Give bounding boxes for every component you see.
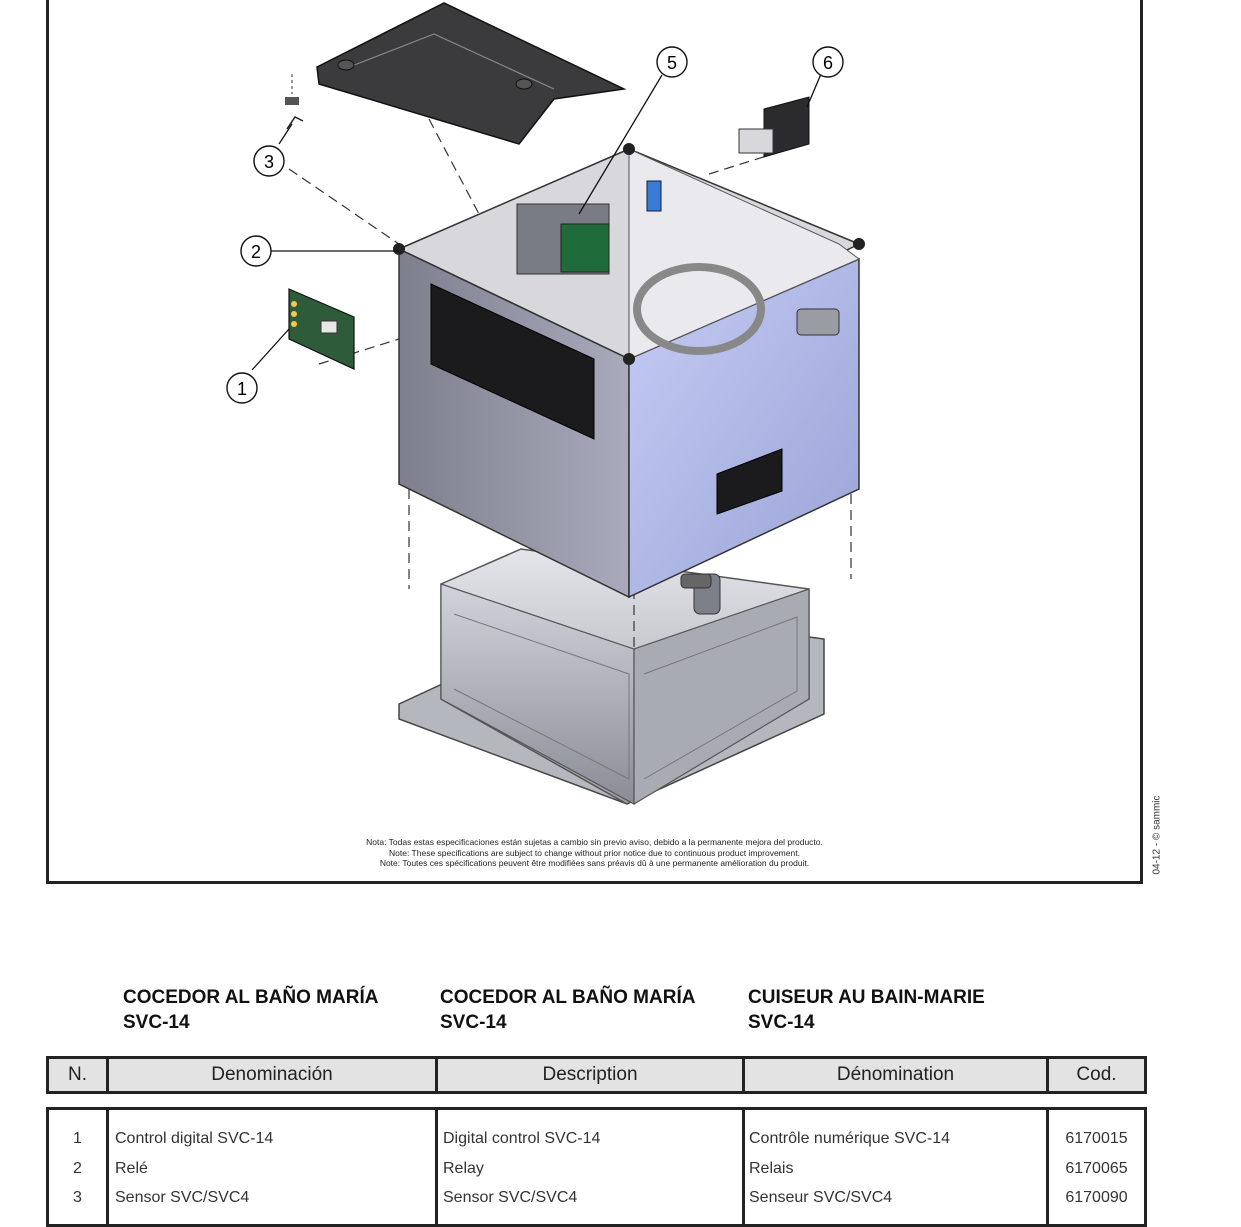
title-fr (748, 985, 985, 1035)
exploded-diagram-frame (46, 0, 1143, 884)
spec-note-es: Nota: Todas estas especificaciones están sujetas a cambio sin previo aviso, debido a la permanente mejora del producto. (366, 837, 823, 847)
callout-6 (813, 47, 843, 77)
header-code: Cod. (1076, 1064, 1117, 1085)
row-description: Digital control SVC-14 (443, 1130, 601, 1147)
row-number: 3 (73, 1189, 82, 1206)
callout-2-label: 2 (250, 242, 262, 262)
spec-note-fr: Note: Toutes ces spécifications peuvent être modifiées sans préavis dû à une permanente amélioration du produit. (379, 858, 810, 868)
callout-3-label: 3 (263, 152, 275, 172)
title-fr-name: CUISEUR AU BAIN-MARIE (748, 987, 985, 1008)
row-code: 6170065 (1065, 1160, 1128, 1177)
title-es-model: SVC-14 (123, 1012, 190, 1033)
row-number: 1 (73, 1130, 82, 1147)
table-row (49, 1184, 1144, 1212)
relay-unit-part (739, 97, 809, 157)
row-denomination: Senseur SVC/SVC4 (749, 1189, 893, 1206)
row-code: 6170015 (1065, 1130, 1128, 1147)
row-denomination: Relais (749, 1160, 794, 1177)
row-number: 2 (73, 1160, 82, 1177)
title-en-name: COCEDOR AL BAÑO MARÍA (440, 987, 696, 1008)
digital-control-board-part (289, 289, 354, 369)
parts-table-header (46, 1056, 1147, 1094)
lid-plate-part (317, 3, 624, 144)
title-fr-model: SVC-14 (748, 1012, 815, 1033)
callout-2 (241, 236, 271, 266)
header-denominacion: Denominación (211, 1064, 333, 1085)
callout-5 (657, 47, 687, 77)
row-description: Relay (443, 1160, 484, 1177)
callout-1 (227, 373, 257, 403)
title-en-model: SVC-14 (440, 1012, 507, 1033)
header-number: N. (68, 1064, 87, 1085)
header-description: Description (542, 1064, 638, 1085)
upper-tank-part (393, 143, 865, 597)
spec-note-en: Note: These specifications are subject to change without prior notice due to continuous product improvement. (389, 847, 800, 858)
callout-6-label: 6 (822, 53, 834, 73)
callout-3 (254, 146, 284, 176)
callout-5-label: 5 (666, 53, 678, 73)
row-denomination: Contrôle numérique SVC-14 (749, 1130, 950, 1147)
sensor-part (285, 74, 303, 129)
document-code (1150, 780, 1164, 890)
row-code: 6170090 (1065, 1189, 1128, 1206)
parts-table-body (46, 1107, 1147, 1227)
row-denominacion: Relé (115, 1160, 148, 1177)
exploded-view-drawing (49, 0, 1143, 829)
table-row (49, 1125, 1144, 1153)
title-en (440, 985, 695, 1035)
title-es-name: COCEDOR AL BAÑO MARÍA (123, 987, 379, 1008)
row-description: Sensor SVC/SVC4 (443, 1189, 578, 1206)
title-es (123, 985, 378, 1035)
row-denominacion: Sensor SVC/SVC4 (115, 1189, 250, 1206)
document-code-text: 04-12 - © sammic (1151, 795, 1163, 875)
callout-1-label: 1 (236, 379, 248, 399)
spec-notes (49, 837, 1140, 869)
row-denominacion: Control digital SVC-14 (115, 1130, 274, 1147)
header-denomination: Dénomination (836, 1064, 955, 1085)
table-row (49, 1155, 1144, 1183)
